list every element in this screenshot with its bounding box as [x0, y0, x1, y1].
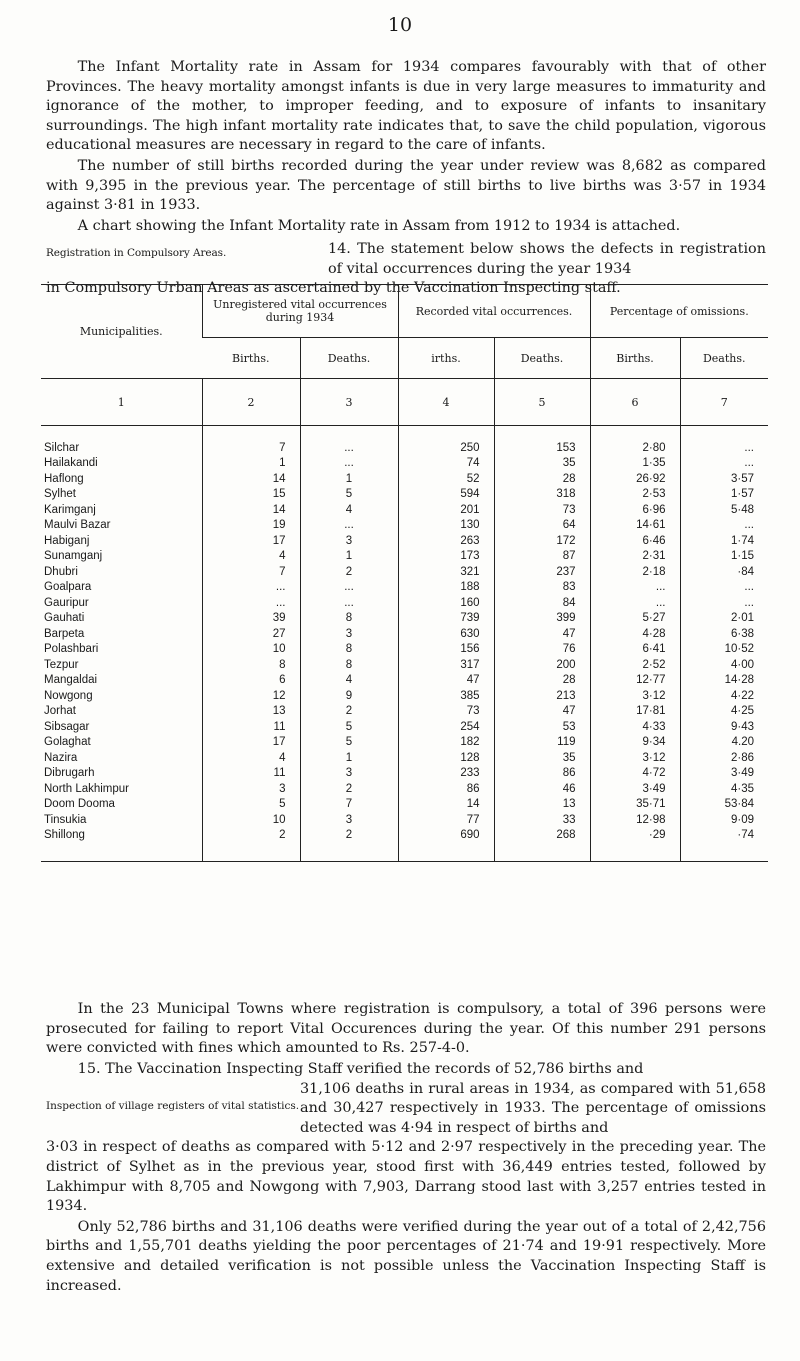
- cell-ud: 1: [300, 549, 398, 565]
- column-number: 7: [680, 379, 768, 426]
- table-row: [41, 611, 768, 627]
- cell-pb: 6·96: [590, 502, 680, 518]
- municipality-name: Jorhat: [44, 705, 76, 718]
- cell-pb: 3·12: [590, 688, 680, 704]
- cell-pb: 9·34: [590, 735, 680, 751]
- cell-ud: ...: [300, 595, 398, 611]
- cell-ud: 2: [300, 564, 398, 580]
- cell-ud: 4: [300, 673, 398, 689]
- column-number: 2: [202, 379, 300, 426]
- intro-paragraphs: [46, 58, 766, 236]
- cell-pb: 6·41: [590, 642, 680, 658]
- header-deaths: Deaths.: [680, 338, 768, 379]
- cell-rb: 74: [398, 456, 494, 472]
- table-row: [41, 657, 768, 673]
- table-row: [41, 518, 768, 534]
- cell-ub: ...: [202, 580, 300, 596]
- cell-pb: ·29: [590, 828, 680, 862]
- cell-pb: 3·12: [590, 750, 680, 766]
- cell-rb: 250: [398, 426, 494, 456]
- cell-pd: 53·84: [680, 797, 768, 813]
- cell-rd: 83: [494, 580, 590, 596]
- cell-ub: 2: [202, 828, 300, 862]
- cell-ud: 2: [300, 828, 398, 862]
- cell-rb: 156: [398, 642, 494, 658]
- cell-pd: 4·25: [680, 704, 768, 720]
- cell-ub: 10: [202, 812, 300, 828]
- sidenote-registration: Registration in Compulsory Areas.: [46, 247, 227, 259]
- cell-pb: 4·28: [590, 626, 680, 642]
- cell-ub: 12: [202, 688, 300, 704]
- cell-ud: ...: [300, 426, 398, 456]
- municipality-name: Polashbari: [44, 643, 99, 656]
- cell-pd: 9·43: [680, 719, 768, 735]
- cell-pd: 2·01: [680, 611, 768, 627]
- cell-rb: 739: [398, 611, 494, 627]
- section-14-text-rest: in Compulsory Urban Areas as ascertained by the Vaccination Inspecting staff.: [46, 280, 621, 297]
- municipality-name: Doom Dooma: [44, 798, 115, 811]
- cell-ud: ...: [300, 456, 398, 472]
- cell-rd: 35: [494, 456, 590, 472]
- cell-rd: 399: [494, 611, 590, 627]
- table-row: [41, 812, 768, 828]
- cell-pd: ...: [680, 426, 768, 456]
- cell-ub: 7: [202, 426, 300, 456]
- cell-rd: 119: [494, 735, 590, 751]
- cell-ub: 14: [202, 471, 300, 487]
- municipality-name: Haflong: [44, 472, 84, 485]
- cell-rb: 128: [398, 750, 494, 766]
- table-row: [41, 766, 768, 782]
- paragraph-prosecutions: In the 23 Municipal Towns where registration is compulsory, a total of 396 persons were prosecuted for failing to report Vital Occurences during the year. Of this number 291 persons were convicted with fines which amounted to Rs. 257-4-0.: [46, 1001, 766, 1057]
- cell-ub: 6: [202, 673, 300, 689]
- cell-rd: 213: [494, 688, 590, 704]
- prosecution-paragraph-block: [46, 1000, 766, 1059]
- column-number: 4: [398, 379, 494, 426]
- cell-ud: 8: [300, 642, 398, 658]
- cell-rb: 254: [398, 719, 494, 735]
- table-row: [41, 580, 768, 596]
- cell-ud: 7: [300, 797, 398, 813]
- cell-pb: 2·31: [590, 549, 680, 565]
- cell-rb: 160: [398, 595, 494, 611]
- cell-rd: 237: [494, 564, 590, 580]
- municipality-name: North Lakhimpur: [44, 782, 130, 795]
- cell-ud: 5: [300, 735, 398, 751]
- sidenote-inspection: Inspection of village registers of vital statistics.: [46, 1099, 300, 1112]
- cell-rb: 690: [398, 828, 494, 862]
- cell-pd: 14·28: [680, 673, 768, 689]
- cell-pb: 4·33: [590, 719, 680, 735]
- cell-rd: 153: [494, 426, 590, 456]
- cell-ub: 1: [202, 456, 300, 472]
- cell-rd: 35: [494, 750, 590, 766]
- table-row: [41, 828, 768, 862]
- municipality-name: Gauhati: [44, 612, 85, 625]
- cell-ub: 4: [202, 549, 300, 565]
- cell-ud: ...: [300, 580, 398, 596]
- table-row: [41, 719, 768, 735]
- table-row: [41, 456, 768, 472]
- cell-rd: 318: [494, 487, 590, 503]
- cell-rd: 28: [494, 471, 590, 487]
- cell-ub: 3: [202, 781, 300, 797]
- cell-pb: 3·49: [590, 781, 680, 797]
- header-births: Births.: [202, 338, 300, 379]
- cell-pd: 4·35: [680, 781, 768, 797]
- section-14-text: 14. The statement below shows the defects in registration of vital occurrences during the year 1934: [328, 241, 766, 277]
- cell-rb: 52: [398, 471, 494, 487]
- table-row: [41, 471, 768, 487]
- municipality-name: Goalpara: [44, 581, 92, 594]
- table-row: [41, 426, 768, 456]
- municipality-name: Mangaldai: [44, 674, 98, 687]
- cell-ud: 9: [300, 688, 398, 704]
- cell-rb: 173: [398, 549, 494, 565]
- cell-ud: 3: [300, 533, 398, 549]
- cell-ub: 7: [202, 564, 300, 580]
- cell-rb: 233: [398, 766, 494, 782]
- cell-pb: 4·72: [590, 766, 680, 782]
- header-municipalities: Municipalities.: [41, 285, 202, 379]
- cell-ub: ...: [202, 595, 300, 611]
- cell-ub: 4: [202, 750, 300, 766]
- cell-rd: 53: [494, 719, 590, 735]
- cell-rb: 188: [398, 580, 494, 596]
- municipality-name: Tezpur: [44, 658, 79, 671]
- table-row: [41, 797, 768, 813]
- paragraph-infant-mortality: The Infant Mortality rate in Assam for 1934 compares favourably with that of other Provinces. The heavy mortality amongst infants is due in very large measures to immaturity and ignorance of the mother, to improper feeding, and to exposure of infants to insanitary surroundings. The high infant mortality rate indicates that, to save the child population, vigorous educational measures are necessary in regard to the care of infants.: [46, 59, 766, 154]
- municipality-name: Tinsukia: [44, 813, 87, 826]
- cell-pd: ·84: [680, 564, 768, 580]
- municipality-name: Shillong: [41, 828, 202, 862]
- cell-rd: 47: [494, 704, 590, 720]
- table-row: [41, 781, 768, 797]
- cell-ub: 17: [202, 735, 300, 751]
- cell-ub: 19: [202, 518, 300, 534]
- paragraph-chart-note: A chart showing the Infant Mortality rate in Assam from 1912 to 1934 is attached.: [77, 217, 681, 234]
- cell-pb: 26·92: [590, 471, 680, 487]
- cell-rd: 64: [494, 518, 590, 534]
- header-percentage: Percentage of omissions.: [590, 285, 768, 338]
- cell-pd: ·74: [680, 828, 768, 862]
- municipality-name: Maulvi Bazar: [44, 519, 111, 532]
- cell-pd: 1·15: [680, 549, 768, 565]
- cell-ub: 39: [202, 611, 300, 627]
- cell-ub: 10: [202, 642, 300, 658]
- table-row: [41, 626, 768, 642]
- cell-ub: 15: [202, 487, 300, 503]
- cell-pd: ...: [680, 456, 768, 472]
- table-row: [41, 533, 768, 549]
- header-births: irths.: [398, 338, 494, 379]
- cell-pd: 3·57: [680, 471, 768, 487]
- cell-ub: 13: [202, 704, 300, 720]
- cell-pb: 14·61: [590, 518, 680, 534]
- cell-ub: 11: [202, 719, 300, 735]
- table-row: [41, 502, 768, 518]
- cell-ub: 8: [202, 657, 300, 673]
- cell-ud: 5: [300, 719, 398, 735]
- cell-ud: 2: [300, 781, 398, 797]
- cell-rb: 73: [398, 704, 494, 720]
- cell-pd: 10·52: [680, 642, 768, 658]
- section-15-body: 31,106 deaths in rural areas in 1934, as compared with 51,658 and 30,427 respectively in 1933. The percentage of omissions detected was 4·94 in respect of births and: [300, 1080, 766, 1136]
- municipality-name: Karimganj: [44, 503, 96, 516]
- cell-pb: 5·27: [590, 611, 680, 627]
- cell-rd: 73: [494, 502, 590, 518]
- cell-ud: 3: [300, 766, 398, 782]
- municipality-name: Dhubri: [44, 565, 78, 578]
- municipality-name: Silchar: [41, 426, 202, 456]
- paragraph-still-births: The number of still births recorded during the year under review was 8,682 as compared with 9,395 in the previous year. The percentage of still births to live births was 3·57 in 1934 against 3·81 in 1933.: [46, 157, 766, 214]
- municipality-name: Sibsagar: [44, 720, 90, 733]
- cell-pb: 12·98: [590, 812, 680, 828]
- table-row: [41, 704, 768, 720]
- cell-ud: 1: [300, 471, 398, 487]
- municipality-name: Nowgong: [44, 689, 93, 702]
- municipality-name: Golaghat: [44, 736, 91, 749]
- cell-pd: 6·38: [680, 626, 768, 642]
- cell-ub: 14: [202, 502, 300, 518]
- cell-pb: 35·71: [590, 797, 680, 813]
- municipality-name: Hailakandi: [44, 457, 98, 470]
- cell-rb: 86: [398, 781, 494, 797]
- cell-rb: 182: [398, 735, 494, 751]
- table-row: [41, 564, 768, 580]
- cell-rb: 594: [398, 487, 494, 503]
- cell-pb: 2·53: [590, 487, 680, 503]
- cell-pd: 5·48: [680, 502, 768, 518]
- municipality-name: Sunamganj: [44, 550, 103, 563]
- table-row: [41, 688, 768, 704]
- cell-rb: 47: [398, 673, 494, 689]
- municipality-name: Dibrugarh: [44, 767, 95, 780]
- cell-pd: ...: [680, 595, 768, 611]
- cell-ud: ...: [300, 518, 398, 534]
- cell-pd: 1·74: [680, 533, 768, 549]
- cell-pd: ...: [680, 580, 768, 596]
- cell-pb: 1·35: [590, 456, 680, 472]
- cell-pd: 4·22: [680, 688, 768, 704]
- cell-ud: 2: [300, 704, 398, 720]
- municipality-name: Gauripur: [44, 596, 89, 609]
- table-row: [41, 735, 768, 751]
- header-recorded: Recorded vital occurrences.: [398, 285, 590, 338]
- column-number: 6: [590, 379, 680, 426]
- cell-pb: 2·18: [590, 564, 680, 580]
- cell-ud: 3: [300, 812, 398, 828]
- cell-rd: 268: [494, 828, 590, 862]
- cell-pb: 17·81: [590, 704, 680, 720]
- table-row: [41, 487, 768, 503]
- municipality-name: Barpeta: [44, 627, 85, 640]
- header-births: Births.: [590, 338, 680, 379]
- registration-defects-table: [41, 284, 768, 862]
- cell-pb: 2·80: [590, 426, 680, 456]
- cell-rd: 76: [494, 642, 590, 658]
- paragraph-verification: Only 52,786 births and 31,106 deaths were verified during the year out of a total of 2,42,756 births and 1,55,701 deaths yielding the poor percentages of 21·74 and 19·91 respectively. More extensive and detailed verification is not possible unless the Vaccination Inspecting Staff is increased.: [46, 1218, 766, 1294]
- page-number: 10: [387, 14, 413, 36]
- cell-ub: 17: [202, 533, 300, 549]
- cell-rb: 263: [398, 533, 494, 549]
- cell-ud: 8: [300, 611, 398, 627]
- cell-rd: 13: [494, 797, 590, 813]
- section-15: [46, 1060, 766, 1296]
- cell-ud: 1: [300, 750, 398, 766]
- table-row: [41, 673, 768, 689]
- cell-pb: 12·77: [590, 673, 680, 689]
- cell-rb: 630: [398, 626, 494, 642]
- cell-rb: 14: [398, 797, 494, 813]
- cell-rd: 84: [494, 595, 590, 611]
- municipality-name: Sylhet: [44, 488, 76, 501]
- cell-rd: 47: [494, 626, 590, 642]
- cell-pb: 2·52: [590, 657, 680, 673]
- cell-pb: ...: [590, 595, 680, 611]
- cell-rd: 33: [494, 812, 590, 828]
- cell-pd: ...: [680, 518, 768, 534]
- table-row: [41, 750, 768, 766]
- section-15-continuation: 3·03 in respect of deaths as compared with 5·12 and 2·97 respectively in the preceding year. The district of Sylhet as in the previous year, stood first with 36,449 entries tested, followed by Lakhimpur with 8,705 and Nowgong with 7,903, Darrang stood last with 3,257 entries tested in 1934.: [46, 1139, 766, 1215]
- cell-rd: 46: [494, 781, 590, 797]
- header-unregistered: Unregistered vital occurrences during 1934: [202, 285, 398, 338]
- cell-rb: 321: [398, 564, 494, 580]
- cell-rd: 28: [494, 673, 590, 689]
- cell-rb: 130: [398, 518, 494, 534]
- cell-ud: 8: [300, 657, 398, 673]
- cell-ub: 5: [202, 797, 300, 813]
- cell-ud: 5: [300, 487, 398, 503]
- cell-rd: 172: [494, 533, 590, 549]
- cell-pb: ...: [590, 580, 680, 596]
- column-number: 3: [300, 379, 398, 426]
- column-number: 5: [494, 379, 590, 426]
- cell-rd: 86: [494, 766, 590, 782]
- cell-ud: 4: [300, 502, 398, 518]
- cell-pd: 2·86: [680, 750, 768, 766]
- cell-pd: 9·09: [680, 812, 768, 828]
- header-deaths: Deaths.: [300, 338, 398, 379]
- table-body: [41, 426, 768, 862]
- cell-rb: 385: [398, 688, 494, 704]
- table-row: [41, 549, 768, 565]
- municipality-name: Habiganj: [44, 534, 90, 547]
- cell-ub: 11: [202, 766, 300, 782]
- section-15-head: 15. The Vaccination Inspecting Staff verified the records of 52,786 births and: [77, 1061, 644, 1077]
- header-deaths: Deaths.: [494, 338, 590, 379]
- cell-rd: 87: [494, 549, 590, 565]
- column-number: 1: [41, 379, 202, 426]
- cell-rb: 201: [398, 502, 494, 518]
- cell-rb: 317: [398, 657, 494, 673]
- cell-ud: 3: [300, 626, 398, 642]
- table-row: [41, 595, 768, 611]
- cell-pd: 3·49: [680, 766, 768, 782]
- cell-rd: 200: [494, 657, 590, 673]
- cell-pb: 6·46: [590, 533, 680, 549]
- table-row: [41, 642, 768, 658]
- municipality-name: Nazira: [44, 751, 78, 764]
- cell-ub: 27: [202, 626, 300, 642]
- cell-pd: 1·57: [680, 487, 768, 503]
- cell-pd: 4.20: [680, 735, 768, 751]
- cell-rb: 77: [398, 812, 494, 828]
- cell-pd: 4·00: [680, 657, 768, 673]
